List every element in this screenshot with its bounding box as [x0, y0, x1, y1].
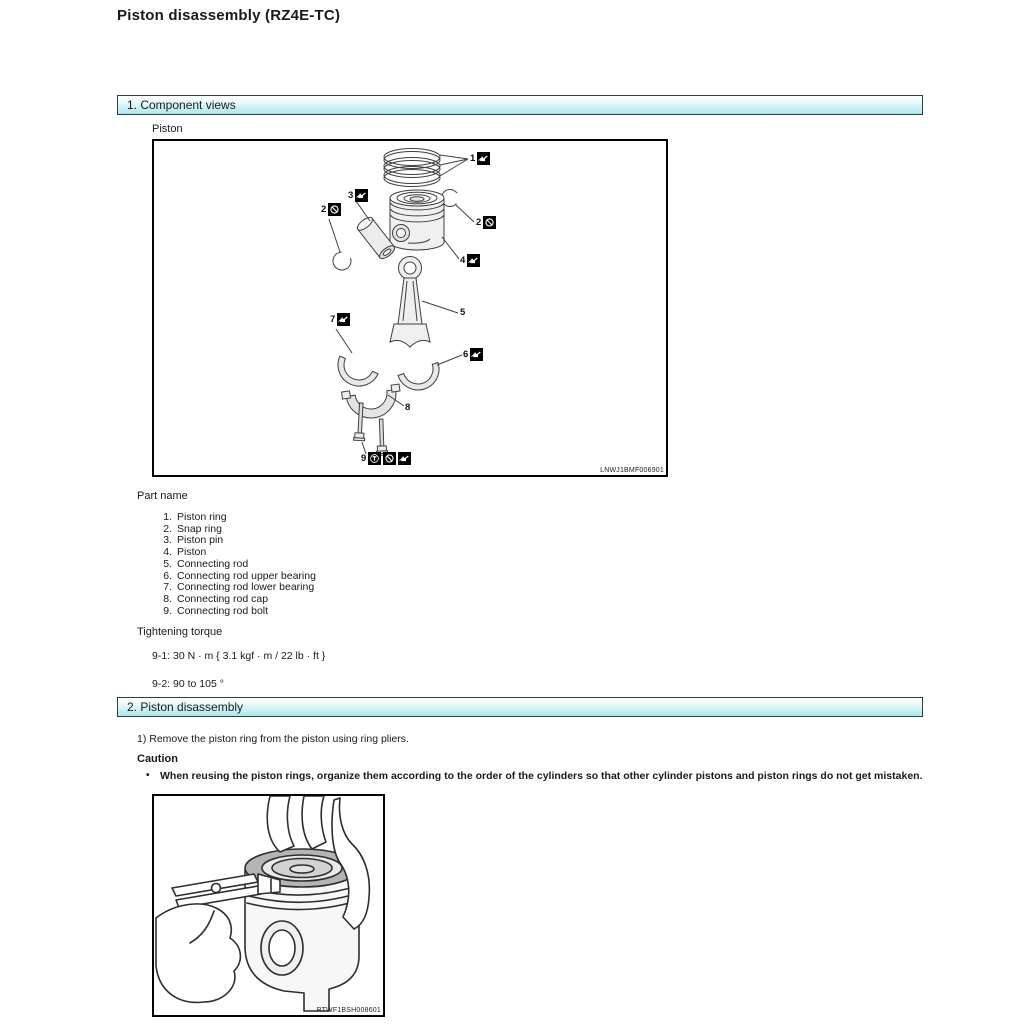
tightening-torque-heading: Tightening torque [137, 626, 223, 638]
figure1-callout-5 [460, 307, 465, 318]
snap-ring-left-drawing [329, 219, 354, 273]
do-not-reuse-icon [483, 216, 496, 229]
do-not-reuse-icon [383, 452, 396, 465]
oil-can-icon [470, 348, 483, 361]
part-list-item: 5. Connecting rod [163, 557, 249, 570]
upper-bearing-drawing [398, 363, 444, 396]
torque-spec-line: 9-2: 90 to 105 ° [152, 678, 224, 690]
callout-number: 5 [460, 307, 466, 318]
caution-bullet-item [146, 770, 923, 782]
piston-rings-drawing [384, 149, 468, 187]
section-header-piston-disassembly: 2. Piston disassembly [117, 697, 923, 717]
section-header-component-views: 1. Component views [117, 95, 923, 115]
oil-can-icon [398, 452, 411, 465]
oil-can-icon [355, 189, 368, 202]
caution-heading: Caution [137, 753, 178, 765]
figure2-artwork [154, 796, 383, 1015]
page-title: Piston disassembly (RZ4E-TC) [117, 7, 341, 24]
oil-can-icon [337, 313, 350, 326]
callout-number: 4 [460, 255, 466, 266]
oil-can-icon [477, 152, 490, 165]
left-hand-drawing [156, 904, 240, 1003]
figure1-callout-2-right [476, 216, 496, 229]
figure2-reference-code: RTWF1BSH008601 [316, 1007, 381, 1014]
figure-piston-ring-removal [152, 794, 385, 1017]
figure1-reference-code: LNWJ1BMF006901 [600, 467, 664, 474]
part-list-item: 6. Connecting rod upper bearing [163, 569, 316, 582]
callout-number: 7 [330, 314, 336, 325]
callout-number: 2 [476, 217, 482, 228]
figure-component-view [152, 139, 668, 477]
figure1-callout-9 [361, 452, 411, 465]
part-name-heading: Part name [137, 490, 188, 502]
callout-number: 3 [348, 190, 354, 201]
part-list-item: 9. Connecting rod bolt [163, 604, 269, 617]
part-list-item: 2. Snap ring [163, 522, 222, 535]
figure1-callout-6 [463, 348, 483, 361]
figure1-callout-1 [470, 152, 490, 165]
do-not-reuse-icon [328, 203, 341, 216]
figure1-callout-7 [330, 313, 350, 326]
callout-number: 8 [405, 402, 411, 413]
part-list-item: 3. Piston pin [163, 534, 224, 547]
figure1-callout-4 [460, 254, 480, 267]
part-list-item: 7. Connecting rod lower bearing [163, 581, 315, 594]
piston-drawing [245, 849, 359, 1011]
torque-T-icon [368, 452, 381, 465]
connecting-rod-drawing [390, 257, 458, 348]
part-list-item: 8. Connecting rod cap [163, 592, 269, 605]
figure1-artwork [154, 141, 666, 475]
part-name-list [158, 512, 316, 617]
figure1-label: Piston [152, 123, 183, 135]
oil-can-icon [467, 254, 480, 267]
rod-cap-drawing [342, 384, 404, 422]
lower-bearing-drawing [331, 356, 378, 393]
figure1-callout-2-left [321, 203, 341, 216]
disassembly-step-1: 1) Remove the piston ring from the piston using ring pliers. [137, 733, 409, 745]
torque-spec-line: 9-1: 30 N · m { 3.1 kgf · m / 22 lb · ft } [152, 650, 326, 662]
callout-number: 6 [463, 349, 469, 360]
piston-drawing [390, 190, 459, 259]
callout-number: 9 [361, 453, 367, 464]
caution-text: When reusing the piston rings, organize them according to the order of the cylinders so that other cylinder pistons and piston rings do not get mistaken. [160, 770, 923, 782]
part-list-item: 4. Piston [163, 546, 207, 559]
part-list-item: 1. Piston ring [163, 511, 227, 523]
figure1-callout-8 [405, 402, 410, 413]
bullet-marker: • [146, 770, 150, 781]
callout-number: 2 [321, 204, 327, 215]
figure1-callout-3 [348, 189, 368, 202]
callout-number: 1 [470, 153, 476, 164]
